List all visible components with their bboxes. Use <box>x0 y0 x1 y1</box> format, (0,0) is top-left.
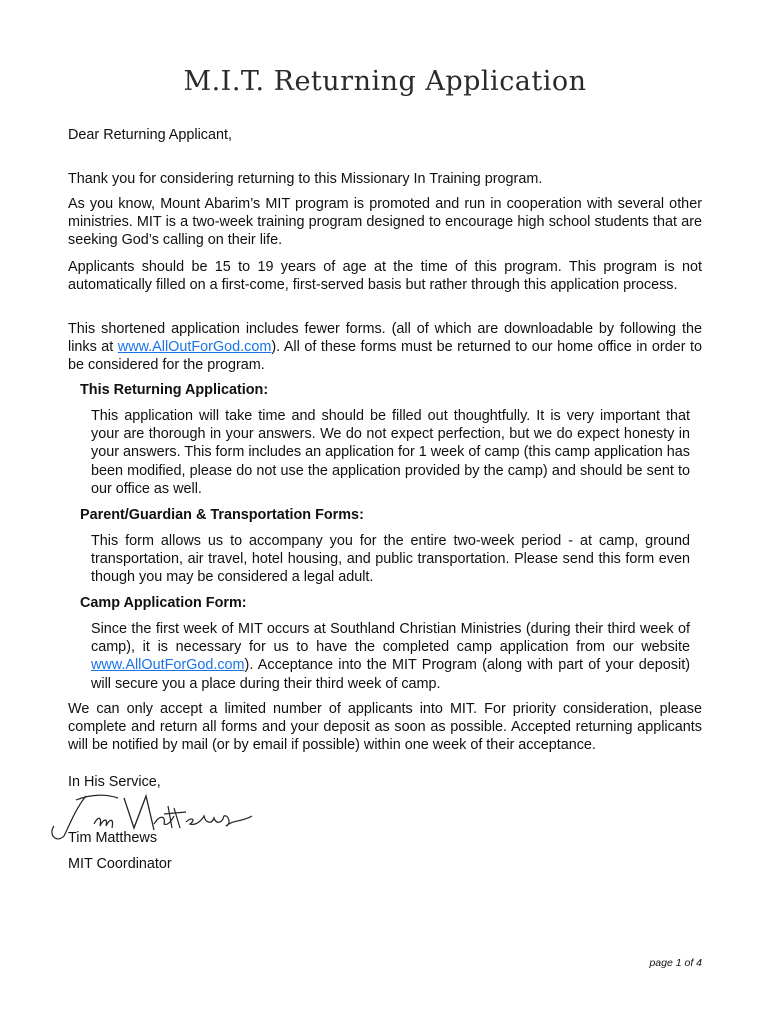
forms-text-before-link: This shortened application includes fewer forms. (all of which are downloadable by following the links at <box>68 321 702 356</box>
forms-text-after-link: ). All of these forms must be returned to our home office in order to be considered for the program. <box>68 339 702 374</box>
program-description-text: As you know, Mount Abarim’s MIT program is promoted and run in cooperation with several other ministries. MIT is a two-week training program designed to encourage high school students that are seeking God’s calling on their life. <box>68 196 702 249</box>
section-heading-returning-application: This Returning Application: <box>80 382 269 398</box>
camp-website-link[interactable]: www.AllOutForGod.com <box>91 657 245 674</box>
salutation-text: Dear Returning Applicant, <box>68 127 232 143</box>
program-description-paragraph <box>68 195 702 250</box>
eligibility-paragraph <box>68 258 702 294</box>
salutation <box>68 126 702 144</box>
closing: In His Service, <box>68 774 161 790</box>
section-body-camp-application <box>91 620 690 693</box>
document-title: M.I.T. Returning Application <box>183 66 587 97</box>
forms-text <box>68 320 702 375</box>
page-number: page 1 of 4 <box>649 957 702 969</box>
intro-text: Thank you for considering returning to this Missionary In Training program. <box>68 171 543 187</box>
eligibility-text: Applicants should be 15 to 19 years of age at the time of this program. This program is not automatically filled on a first-come, first-served basis but rather through this application process. <box>68 259 702 294</box>
signer-name: Tim Matthews <box>68 830 158 846</box>
section-body-returning-application: This application will take time and should be filled out thoughtfully. It is very important that your are thorough in your answers. We do not expect perfection, but we do expect honesty in your answers. This form includes an application for 1 week of camp (this camp application has been modified, please do not use the application provided by the camp) and should be sent to our office as well. <box>91 408 690 497</box>
section-body-parent-guardian: This form allows us to accompany you for the entire two-week period - at camp, ground transportation, air travel, hotel housing, and public transportation. Please send this form even though you may be considered a legal adult. <box>91 533 690 586</box>
forms-paragraph <box>68 320 702 375</box>
camp-text-after-link: ). Acceptance into the MIT Program (along with part of your deposit) will secure you a place during their third week of camp. <box>91 657 690 692</box>
intro-paragraph <box>68 170 702 188</box>
priority-text: We can only accept a limited number of applicants into MIT. For priority consideration, please complete and return all forms and your deposit as soon as possible. Accepted returning applicants will be notified by mail (or by email if possible) within one week of their acceptance. <box>68 701 702 754</box>
camp-text-before-link: Since the first week of MIT occurs at Southland Christian Ministries (during their third week of camp), it is necessary for us to have the completed camp application from our website <box>91 621 690 656</box>
signer-role: MIT Coordinator <box>68 856 172 872</box>
priority-paragraph <box>68 700 702 755</box>
section-heading-parent-guardian: Parent/Guardian & Transportation Forms: <box>80 507 364 523</box>
section-heading-camp-application: Camp Application Form: <box>80 595 247 611</box>
allout-link[interactable]: www.AllOutForGod.com <box>117 339 272 356</box>
